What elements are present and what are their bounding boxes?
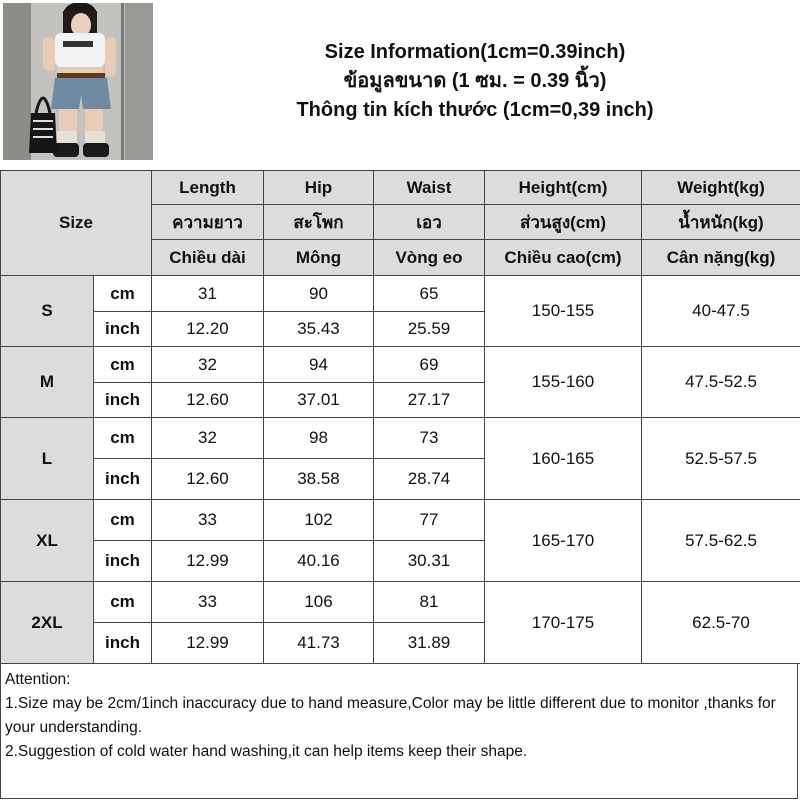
length-cell: 32: [152, 418, 264, 459]
waist-cell: 77: [374, 500, 485, 541]
hip-cell: 38.58: [264, 459, 374, 500]
waist-cell: 81: [374, 582, 485, 623]
unit-label: inch: [94, 459, 152, 500]
height-cell: 165-170: [485, 500, 642, 582]
hip-cell: 35.43: [264, 312, 374, 347]
length-cell: 12.60: [152, 459, 264, 500]
column-header-weight-thai: น้ำหนัก(kg): [642, 205, 800, 240]
unit-label: cm: [94, 418, 152, 459]
size-label: L: [1, 418, 94, 500]
product-photo: [3, 3, 153, 160]
column-header-weight-vi: Cân nặng(kg): [642, 240, 800, 276]
hip-cell: 94: [264, 347, 374, 383]
weight-cell: 40-47.5: [642, 276, 800, 347]
hip-cell: 40.16: [264, 541, 374, 582]
height-cell: 150-155: [485, 276, 642, 347]
weight-cell: 47.5-52.5: [642, 347, 800, 418]
hip-cell: 37.01: [264, 383, 374, 418]
unit-label: inch: [94, 623, 152, 664]
attention-note-1: 1.Size may be 2cm/1inch inaccuracy due to hand measure,Color may be little different due to monitor ,thanks for your understanding.: [5, 695, 776, 736]
unit-label: inch: [94, 541, 152, 582]
hip-cell: 90: [264, 276, 374, 312]
size-label: S: [1, 276, 94, 347]
waist-cell: 28.74: [374, 459, 485, 500]
height-cell: 160-165: [485, 418, 642, 500]
length-cell: 12.60: [152, 383, 264, 418]
title-english: Size Information(1cm=0.39inch): [324, 41, 626, 63]
unit-label: cm: [94, 347, 152, 383]
height-cell: 155-160: [485, 347, 642, 418]
length-cell: 12.99: [152, 623, 264, 664]
hip-cell: 41.73: [264, 623, 374, 664]
weight-cell: 57.5-62.5: [642, 500, 800, 582]
column-header-height-thai: ส่วนสูง(cm): [485, 205, 642, 240]
size-column-header: Size: [1, 171, 152, 276]
waist-cell: 25.59: [374, 312, 485, 347]
header: [0, 0, 800, 171]
table-row: [1, 500, 800, 541]
column-header-height-vi: Chiều cao(cm): [485, 240, 642, 276]
column-header-hip-thai: สะโพก: [264, 205, 374, 240]
unit-label: inch: [94, 383, 152, 418]
unit-label: cm: [94, 500, 152, 541]
height-cell: 170-175: [485, 582, 642, 664]
attention-notes: [0, 663, 798, 799]
hip-cell: 106: [264, 582, 374, 623]
size-info-title: [160, 38, 790, 125]
hip-cell: 102: [264, 500, 374, 541]
unit-label: cm: [94, 276, 152, 312]
length-cell: 33: [152, 500, 264, 541]
column-header-weight: Weight(kg): [642, 171, 800, 205]
size-label: 2XL: [1, 582, 94, 664]
unit-label: cm: [94, 582, 152, 623]
column-header-length-vi: Chiều dài: [152, 240, 264, 276]
size-label: M: [1, 347, 94, 418]
header-row-english: [1, 171, 800, 205]
column-header-hip-vi: Mông: [264, 240, 374, 276]
title-vietnamese: Thông tin kích thước (1cm=0,39 inch): [296, 99, 654, 121]
length-cell: 32: [152, 347, 264, 383]
waist-cell: 27.17: [374, 383, 485, 418]
waist-cell: 65: [374, 276, 485, 312]
column-header-hip: Hip: [264, 171, 374, 205]
size-label: XL: [1, 500, 94, 582]
column-header-length-thai: ความยาว: [152, 205, 264, 240]
table-row: [1, 418, 800, 459]
column-header-waist: Waist: [374, 171, 485, 205]
table-row: [1, 347, 800, 383]
title-thai: ข้อมูลขนาด (1 ซม. = 0.39 นิ้ว): [343, 70, 607, 92]
column-header-length: Length: [152, 171, 264, 205]
length-cell: 12.20: [152, 312, 264, 347]
length-cell: 31: [152, 276, 264, 312]
waist-cell: 69: [374, 347, 485, 383]
attention-heading: Attention:: [5, 671, 71, 688]
attention-note-2: 2.Suggestion of cold water hand washing,it can help items keep their shape.: [5, 743, 528, 760]
table-row: [1, 582, 800, 623]
weight-cell: 62.5-70: [642, 582, 800, 664]
column-header-height: Height(cm): [485, 171, 642, 205]
table-row: [1, 276, 800, 312]
size-table: [0, 170, 800, 664]
waist-cell: 73: [374, 418, 485, 459]
column-header-waist-vi: Vòng eo: [374, 240, 485, 276]
unit-label: inch: [94, 312, 152, 347]
column-header-waist-thai: เอว: [374, 205, 485, 240]
hip-cell: 98: [264, 418, 374, 459]
weight-cell: 52.5-57.5: [642, 418, 800, 500]
length-cell: 12.99: [152, 541, 264, 582]
length-cell: 33: [152, 582, 264, 623]
waist-cell: 30.31: [374, 541, 485, 582]
waist-cell: 31.89: [374, 623, 485, 664]
